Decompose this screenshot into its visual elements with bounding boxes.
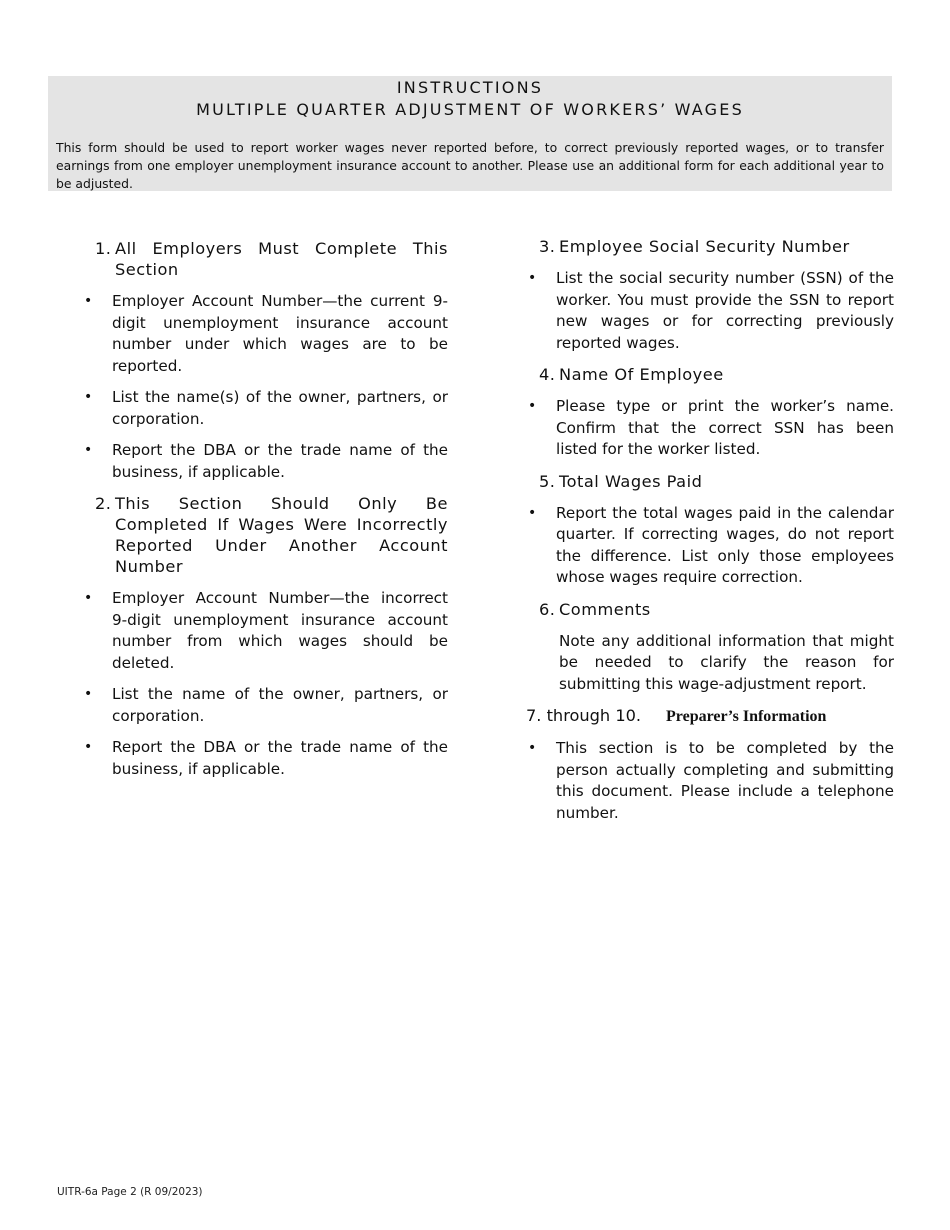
bullet: • xyxy=(84,293,93,309)
bullet: • xyxy=(528,504,537,521)
list-item-text: List the social security number (SSN) of the worker. You must provide the SSN to report new wages or for correcting previously reported wages. xyxy=(556,269,894,352)
header-intro: This form should be used to report worker wages never reported before, to correct previously reported wages, or to transfer earnings from one employer unemployment insurance account to another. Please use an additional form for each additional year to be adjusted. xyxy=(56,140,884,191)
list-item-text: Report the DBA or the trade name of the business, if applicable. xyxy=(112,738,448,778)
section-number: 1. xyxy=(95,239,112,258)
page-footer: UITR-6a Page 2 (R 09/2023) xyxy=(57,1186,203,1198)
list-item xyxy=(526,503,894,589)
list-item-text: Please type or print the worker’s name. Confirm that the correct SSN has been listed for the worker listed. xyxy=(556,397,894,458)
section-number: 7. through 10. xyxy=(526,706,642,725)
bullet: • xyxy=(84,442,93,458)
list-item xyxy=(526,268,894,354)
list-item xyxy=(526,738,894,824)
section-title: Total Wages Paid xyxy=(559,471,703,491)
section-5-heading xyxy=(526,471,894,492)
bullet: • xyxy=(84,739,93,755)
list-item xyxy=(82,387,448,430)
list-item xyxy=(526,396,894,461)
bullet: • xyxy=(528,398,537,414)
header-subtitle: MULTIPLE QUARTER ADJUSTMENT OF WORKERS’ WAGES xyxy=(196,100,744,119)
list-item xyxy=(82,291,448,377)
bullet: • xyxy=(528,270,537,286)
bullet: • xyxy=(84,686,93,702)
list-item-text: Employer Account Number—the incorrect 9-digit unemployment insurance account number from which wages should be deleted. xyxy=(112,589,448,672)
section-1-heading xyxy=(82,238,448,280)
list-item-text: This section is to be completed by the person actually completing and submitting this document. Please include a telephone number. xyxy=(556,739,894,822)
list-item xyxy=(82,440,448,483)
instructions-header xyxy=(48,76,892,191)
section-title: This Section Should Only Be Completed If Wages Were Incorrectly Reported Under Another Account Number xyxy=(115,494,448,576)
header-title: INSTRUCTIONS xyxy=(396,78,544,97)
list-item xyxy=(82,737,448,780)
list-item-text: Report the DBA or the trade name of the business, if applicable. xyxy=(112,441,448,481)
section-2-heading xyxy=(82,493,448,577)
list-item-text: List the name(s) of the owner, partners, or corporation. xyxy=(112,388,448,428)
section-number: 3. xyxy=(539,237,556,256)
list-item xyxy=(82,684,448,727)
section-title: Preparer’s Information xyxy=(666,708,827,725)
section-number: 2. xyxy=(95,494,112,513)
section-3-heading xyxy=(526,236,894,257)
section-7-heading xyxy=(526,705,894,727)
left-column xyxy=(82,238,448,790)
section-number: 5. xyxy=(539,471,556,491)
section-number: 4. xyxy=(539,365,556,384)
section-title: Comments xyxy=(559,599,651,619)
section-title: All Employers Must Complete This Section xyxy=(115,239,448,279)
list-item xyxy=(82,588,448,674)
section-number: 6. xyxy=(539,599,556,619)
section-title: Name Of Employee xyxy=(559,365,724,384)
list-item-text: Employer Account Number—the current 9-digit unemployment insurance account number under which wages are to be reported. xyxy=(112,292,448,375)
section-6-heading xyxy=(526,599,894,620)
bullet: • xyxy=(528,740,537,756)
section-4-heading xyxy=(526,364,894,385)
bullet: • xyxy=(84,389,93,405)
list-item-text: List the name of the owner, partners, or corporation. xyxy=(112,685,448,725)
section-title: Employee Social Security Number xyxy=(559,237,850,256)
right-column xyxy=(526,236,894,834)
list-item-text: Report the total wages paid in the calendar quarter. If correcting wages, do not report the difference. List only those employees whose wages require correction. xyxy=(556,503,894,586)
comments-note: Note any additional information that might be needed to clarify the reason for submitting this wage-adjustment report. xyxy=(559,631,894,693)
bullet: • xyxy=(84,590,93,606)
